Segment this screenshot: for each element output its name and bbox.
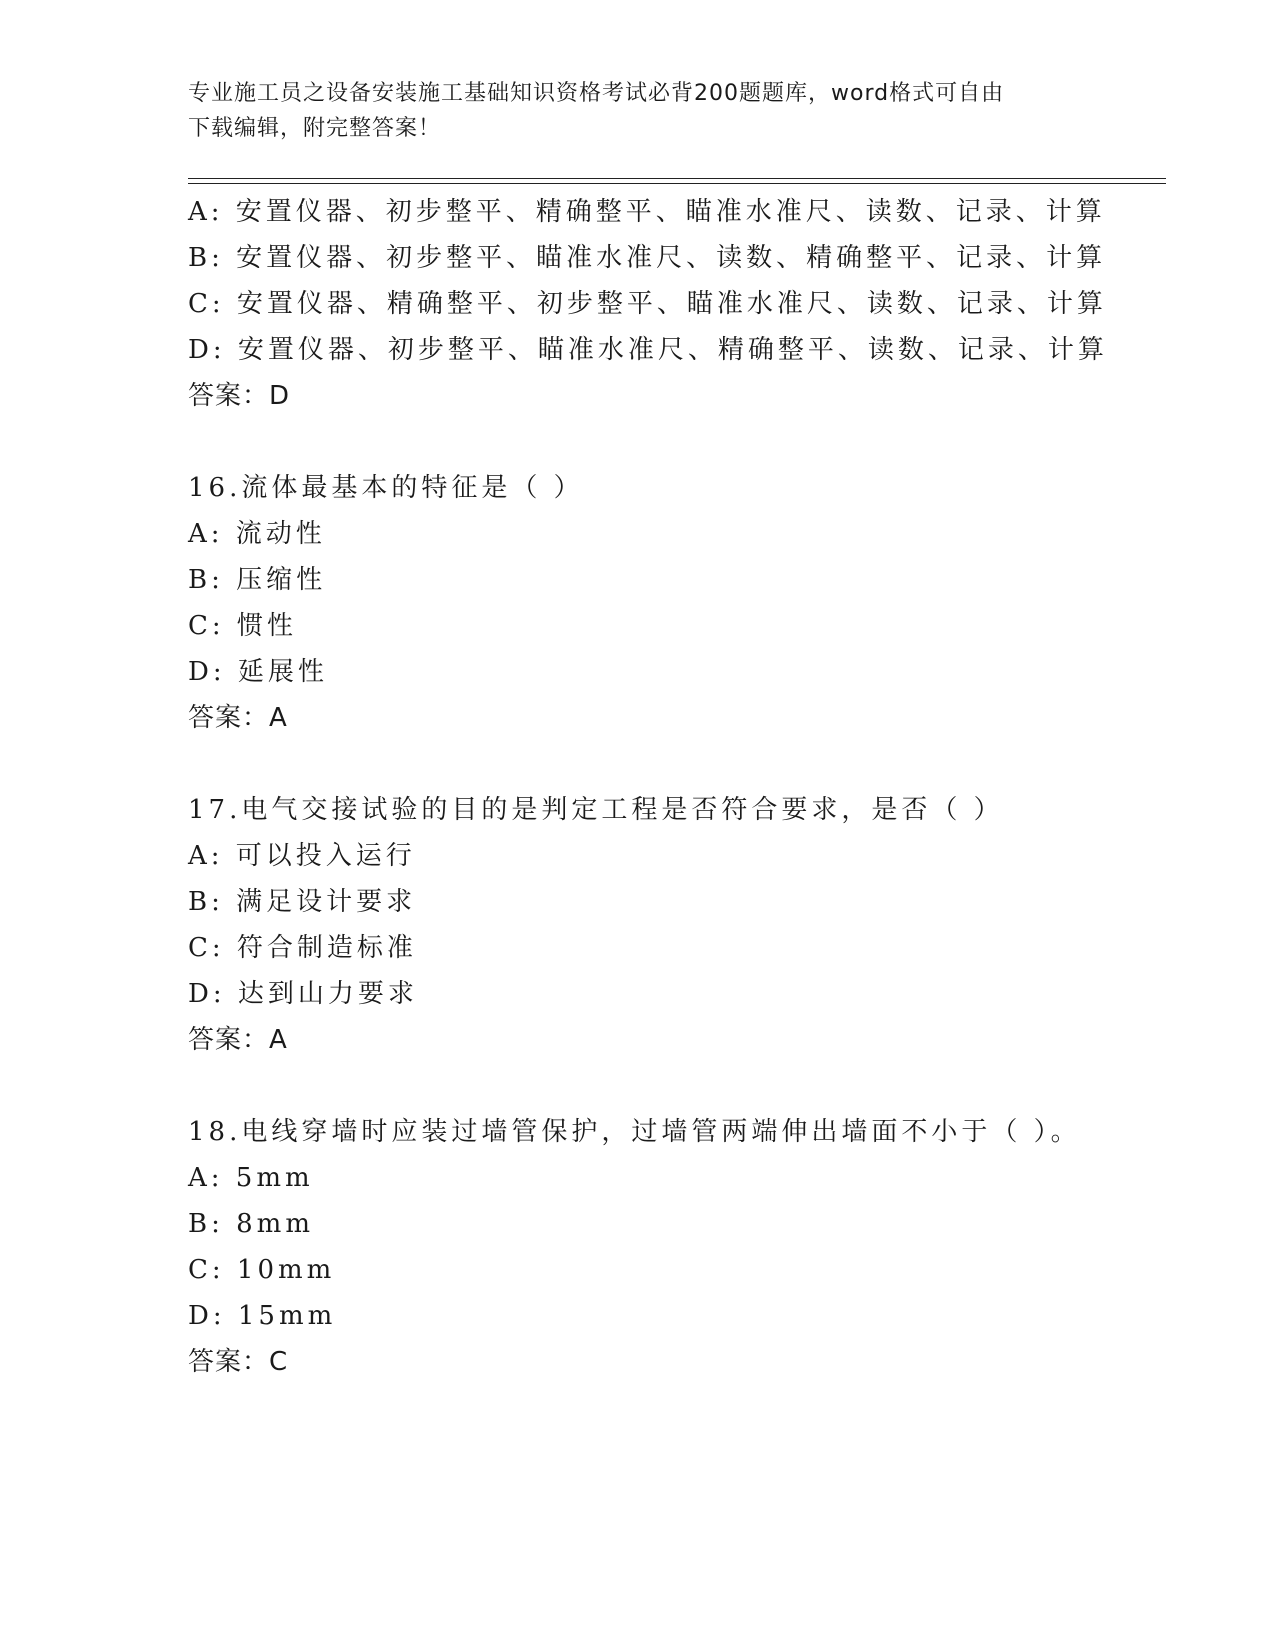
option-d: D: 达到山力要求	[188, 979, 418, 1009]
question-text: 17.电气交接试验的目的是判定工程是否符合要求，是否（ ）	[188, 795, 1004, 825]
document-header	[188, 76, 1088, 146]
option-c: C: 符合制造标准	[188, 933, 417, 963]
option-d: D: 延展性	[188, 657, 328, 687]
option-a: A: 安置仪器、初步整平、精确整平、瞄准水准尺、读数、记录、计算	[188, 197, 1106, 227]
option-c: C: 安置仪器、精确整平、初步整平、瞄准水准尺、读数、记录、计算	[188, 289, 1107, 319]
option-b: B: 压缩性	[188, 565, 327, 595]
option-b: B: 安置仪器、初步整平、瞄准水准尺、读数、精确整平、记录、计算	[188, 243, 1107, 273]
answer-text: 答案：C	[188, 1347, 289, 1377]
header-divider-top	[188, 178, 1166, 179]
answer-text: 答案：A	[188, 703, 288, 733]
question-block-15	[188, 189, 1188, 419]
answer-text: 答案：A	[188, 1025, 288, 1055]
option-d: D: 15mm	[188, 1301, 337, 1331]
spacer	[188, 1063, 1188, 1109]
question-block-16	[188, 465, 1188, 741]
question-text: 16.流体最基本的特征是（ ）	[188, 473, 584, 503]
option-a: A: 流动性	[188, 519, 326, 549]
question-list	[188, 189, 1188, 1385]
option-b: B: 满足设计要求	[188, 887, 417, 917]
spacer	[188, 419, 1188, 465]
option-c: C: 惯性	[188, 611, 297, 641]
option-a: A: 5mm	[188, 1163, 314, 1193]
question-block-18	[188, 1109, 1188, 1385]
header-divider-bottom	[188, 183, 1166, 184]
option-c: C: 10mm	[188, 1255, 336, 1285]
answer-text: 答案：D	[188, 381, 291, 411]
header-line-1: 专业施工员之设备安装施工基础知识资格考试必背200题题库，word格式可自由	[188, 81, 1005, 106]
question-text: 18.电线穿墙时应装过墙管保护，过墙管两端伸出墙面不小于（ ）。	[188, 1117, 1081, 1147]
option-b: B: 8mm	[188, 1209, 314, 1239]
spacer	[188, 741, 1188, 787]
question-block-17	[188, 787, 1188, 1063]
option-a: A: 可以投入运行	[188, 841, 416, 871]
option-d: D: 安置仪器、初步整平、瞄准水准尺、精确整平、读数、记录、计算	[188, 335, 1108, 365]
header-line-2: 下载编辑，附完整答案！	[188, 116, 442, 141]
